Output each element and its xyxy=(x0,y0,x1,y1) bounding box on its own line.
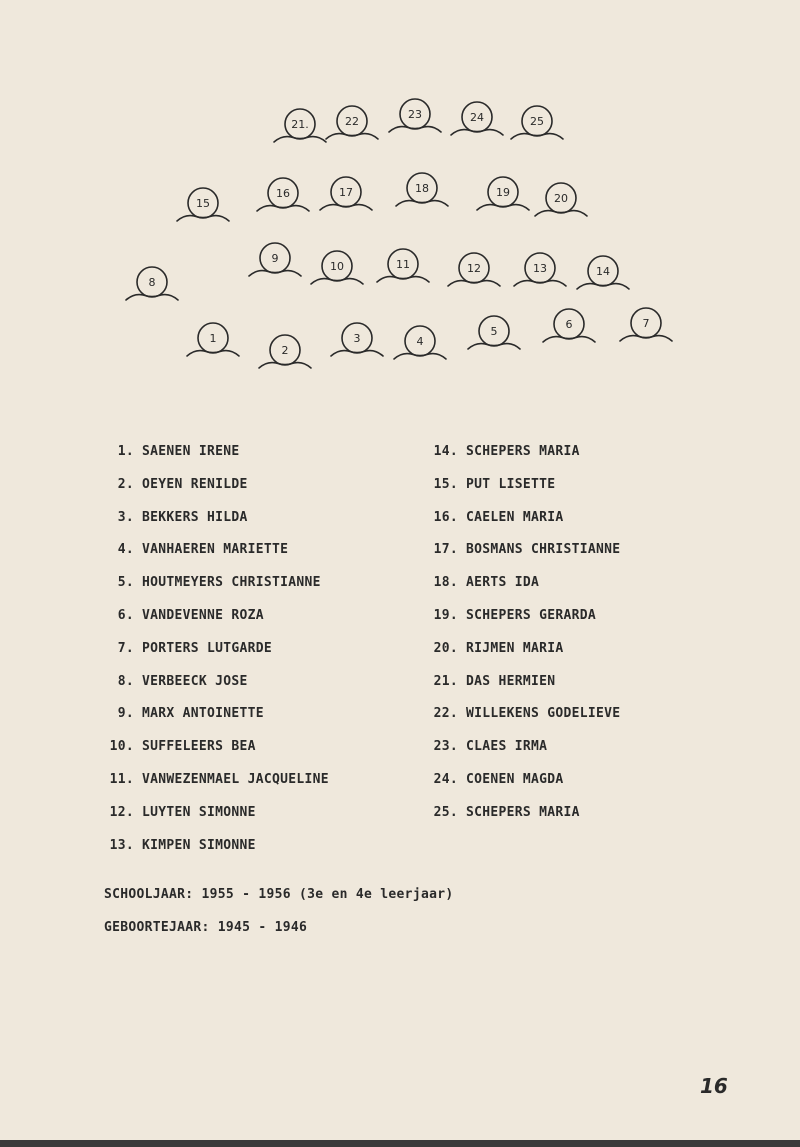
item-number: 2. xyxy=(117,476,134,492)
seat-number: 14 xyxy=(596,265,610,278)
person-name: KIMPEN SIMONNE xyxy=(142,837,256,853)
item-number: 1. xyxy=(117,444,134,459)
name-list-item xyxy=(100,706,264,721)
person-name: VANWEZENMAEL JACQUELINE xyxy=(142,772,329,787)
person-name: MARX ANTOINETTE xyxy=(142,706,264,722)
name-list-item xyxy=(424,542,620,557)
seat-number: 22 xyxy=(345,115,359,128)
name-list-item xyxy=(424,674,555,689)
seat-number: 9 xyxy=(271,252,279,265)
name-list-item xyxy=(100,805,256,820)
seat-number: 6 xyxy=(565,318,573,331)
seat-figure xyxy=(187,323,239,356)
name-list-item xyxy=(424,805,580,820)
item-number: 13. xyxy=(109,837,134,853)
seat-figure xyxy=(320,177,372,210)
name-list-item xyxy=(100,772,329,787)
seat-number: 5 xyxy=(490,325,498,338)
name-list-item xyxy=(424,477,555,492)
person-name: SAENEN IRENE xyxy=(142,444,240,459)
seat-number: 2 xyxy=(281,344,289,357)
item-number: 19. xyxy=(433,608,458,623)
seat-figure xyxy=(396,173,448,206)
name-list-item xyxy=(424,739,547,754)
person-name: CAELEN MARIA xyxy=(466,509,564,525)
seat-figure xyxy=(468,316,520,349)
person-name: VERBEECK JOSE xyxy=(142,673,248,689)
seat-figure xyxy=(577,256,629,289)
name-list-item xyxy=(424,641,564,656)
person-name: COENEN MAGDA xyxy=(466,772,564,787)
seat-figure xyxy=(543,309,595,342)
item-number: 3. xyxy=(117,509,134,525)
item-number: 22. xyxy=(433,706,458,722)
name-list-item xyxy=(100,444,240,459)
seat-number: 23 xyxy=(408,108,422,121)
name-list-item xyxy=(100,477,248,492)
item-number: 9. xyxy=(117,706,134,722)
seat-number: 19 xyxy=(496,186,510,199)
person-name: HOUTMEYERS CHRISTIANNE xyxy=(142,575,321,591)
geboortejaar-line: GEBOORTEJAAR: 1945 - 1946 xyxy=(104,920,308,935)
name-list-item xyxy=(100,641,272,656)
schooljaar-line: SCHOOLJAAR: 1955 - 1956 (3e en 4e leerjaar) xyxy=(104,887,454,902)
seat-number: 10 xyxy=(330,260,344,273)
item-number: 18. xyxy=(433,575,458,591)
name-list-item xyxy=(100,739,256,754)
item-number: 7. xyxy=(117,640,134,656)
name-list-item xyxy=(424,510,564,525)
seat-number: 24 xyxy=(470,111,484,124)
person-name: PUT LISETTE xyxy=(466,476,556,492)
seat-number: 15 xyxy=(196,197,210,210)
person-name: VANHAEREN MARIETTE xyxy=(142,542,289,558)
seat-number: 7 xyxy=(642,317,650,330)
name-list-item xyxy=(100,674,248,689)
seat-number: 13 xyxy=(533,262,547,275)
person-name: DAS HERMIEN xyxy=(466,673,556,689)
name-list-item xyxy=(100,575,321,590)
person-name: WILLEKENS GODELIEVE xyxy=(466,706,621,722)
item-number: 17. xyxy=(433,542,458,558)
seat-number: 18 xyxy=(415,182,429,195)
seat-number: 17 xyxy=(339,186,353,199)
seat-figure xyxy=(535,183,587,216)
seat-figure xyxy=(249,243,301,276)
name-list-item xyxy=(424,706,620,721)
person-name: RIJMEN MARIA xyxy=(466,640,564,656)
item-number: 24. xyxy=(433,772,458,787)
seat-figure xyxy=(377,249,429,282)
name-list-item xyxy=(100,838,256,853)
person-name: BEKKERS HILDA xyxy=(142,509,248,525)
seat-figure xyxy=(620,308,672,341)
seat-figure xyxy=(126,267,178,300)
page-number: 16 xyxy=(700,1074,728,1098)
seat-figure xyxy=(274,109,326,142)
seat-number: 8 xyxy=(148,276,156,289)
seat-figure xyxy=(511,106,563,139)
name-list-item xyxy=(100,542,288,557)
person-name: OEYEN RENILDE xyxy=(142,476,248,492)
item-number: 10. xyxy=(109,739,134,755)
item-number: 12. xyxy=(109,804,134,820)
seat-figure xyxy=(331,323,383,356)
seat-number: 3 xyxy=(353,332,361,345)
name-list-item xyxy=(100,510,248,525)
person-name: SCHEPERS MARIA xyxy=(466,804,580,820)
person-name: SUFFELEERS BEA xyxy=(142,739,256,755)
seat-figure xyxy=(177,188,229,221)
item-number: 15. xyxy=(433,476,458,492)
seat-figure xyxy=(311,251,363,284)
seat-number: 21. xyxy=(291,118,309,131)
person-name: LUYTEN SIMONNE xyxy=(142,804,256,820)
person-name: VANDEVENNE ROZA xyxy=(142,608,264,623)
seat-number: 12 xyxy=(467,262,481,275)
seat-figure xyxy=(477,177,529,210)
person-name: SCHEPERS GERARDA xyxy=(466,608,597,623)
person-name: SCHEPERS MARIA xyxy=(466,444,580,459)
name-list-item xyxy=(424,575,539,590)
name-list-item xyxy=(424,772,564,787)
item-number: 23. xyxy=(433,739,458,755)
seat-number: 11 xyxy=(396,258,410,271)
name-list-item xyxy=(100,608,264,623)
item-number: 11. xyxy=(109,772,134,787)
item-number: 6. xyxy=(117,608,134,623)
seat-figure xyxy=(394,326,446,359)
item-number: 25. xyxy=(433,804,458,820)
seat-number: 16 xyxy=(276,187,290,200)
seat-number: 20 xyxy=(554,192,568,205)
item-number: 8. xyxy=(117,673,134,689)
item-number: 16. xyxy=(433,509,458,525)
item-number: 4. xyxy=(117,542,134,558)
seat-figure xyxy=(451,102,503,135)
seat-number: 25 xyxy=(530,115,544,128)
seat-figure xyxy=(389,99,441,132)
item-number: 21. xyxy=(433,673,458,689)
item-number: 20. xyxy=(433,640,458,656)
item-number: 14. xyxy=(433,444,458,459)
seat-figure xyxy=(514,253,566,286)
seat-number: 4 xyxy=(416,335,424,348)
name-list-item xyxy=(424,444,580,459)
person-name: PORTERS LUTGARDE xyxy=(142,640,273,656)
seating-diagram xyxy=(0,0,800,400)
person-name: AERTS IDA xyxy=(466,575,540,591)
name-list-item xyxy=(424,608,596,623)
seat-figure xyxy=(448,253,500,286)
seat-figure xyxy=(257,178,309,211)
item-number: 5. xyxy=(117,575,134,591)
seat-figure xyxy=(259,335,311,368)
person-name: CLAES IRMA xyxy=(466,739,548,755)
person-name: BOSMANS CHRISTIANNE xyxy=(466,542,621,558)
seat-number: 1 xyxy=(209,332,217,345)
page-edge xyxy=(0,1140,800,1147)
seat-figure xyxy=(326,106,378,139)
